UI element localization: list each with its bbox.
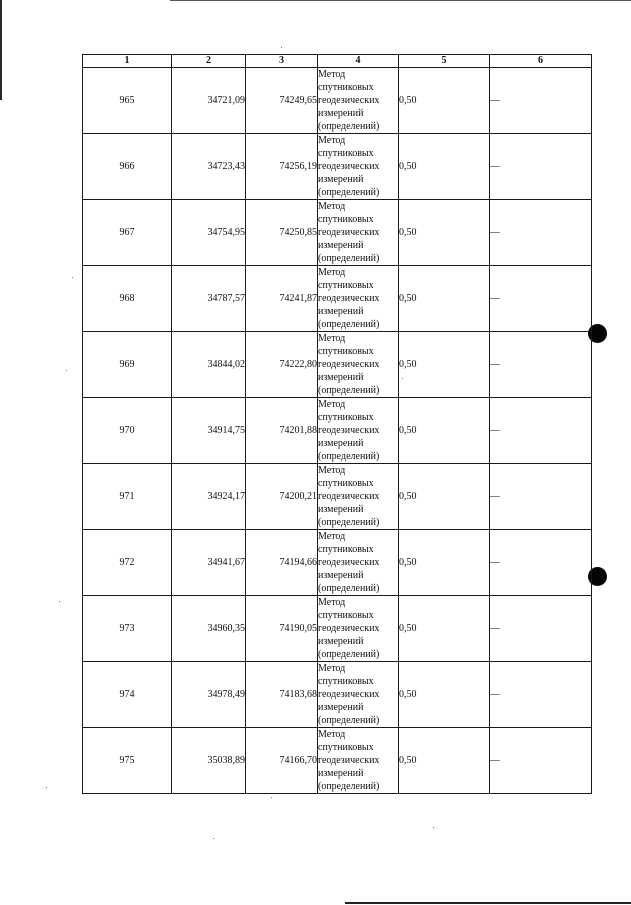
method-text-line: измерений	[318, 174, 364, 185]
method-text-line: геодезических	[318, 425, 380, 436]
table-row	[83, 134, 592, 200]
note-cell: —	[490, 134, 592, 200]
method-text-line: спутниковых	[318, 148, 374, 159]
x-coordinate-cell: 34723,43	[172, 134, 246, 200]
table-row	[83, 728, 592, 794]
table-row	[83, 464, 592, 530]
note-cell: —	[490, 398, 592, 464]
method-text-line: спутниковых	[318, 412, 374, 423]
method-text-line: измерений	[318, 570, 364, 581]
note-cell: —	[490, 332, 592, 398]
method-text-line: измерений	[318, 438, 364, 449]
coordinates-table	[82, 54, 592, 794]
x-coordinate-cell: 34844,02	[172, 332, 246, 398]
method-text-line: геодезических	[318, 359, 380, 370]
y-coordinate-cell: 74201,88	[246, 398, 318, 464]
scan-edge-top	[170, 0, 631, 1]
accuracy-cell: 0,50	[399, 728, 490, 794]
accuracy-cell: 0,50	[399, 530, 490, 596]
method-text-line: измерений	[318, 702, 364, 713]
method-cell	[318, 728, 399, 794]
point-number-cell: 968	[83, 266, 172, 332]
y-coordinate-cell: 74241,87	[246, 266, 318, 332]
scan-edge-left	[0, 0, 2, 100]
method-text-line: спутниковых	[318, 676, 374, 687]
accuracy-cell: 0,50	[399, 134, 490, 200]
point-number-cell: 970	[83, 398, 172, 464]
method-text-line: (определений)	[318, 187, 380, 198]
scan-speck	[72, 277, 73, 278]
table-row	[83, 662, 592, 728]
point-number-cell: 973	[83, 596, 172, 662]
x-coordinate-cell: 34754,95	[172, 200, 246, 266]
table-row	[83, 266, 592, 332]
header-cell-5: 5	[399, 55, 490, 68]
scan-speck	[281, 47, 282, 48]
method-text-line: (определений)	[318, 385, 380, 396]
method-text-line: Метод	[318, 663, 346, 674]
table-row	[83, 530, 592, 596]
table-row	[83, 332, 592, 398]
accuracy-cell: 0,50	[399, 398, 490, 464]
x-coordinate-cell: 34721,09	[172, 68, 246, 134]
y-coordinate-cell: 74183,68	[246, 662, 318, 728]
note-cell: —	[490, 662, 592, 728]
method-text-line: измерений	[318, 768, 364, 779]
x-coordinate-cell: 34960,35	[172, 596, 246, 662]
method-cell	[318, 662, 399, 728]
method-text-line: Метод	[318, 135, 346, 146]
header-row	[83, 55, 592, 68]
x-coordinate-cell: 34941,67	[172, 530, 246, 596]
accuracy-cell: 0,50	[399, 464, 490, 530]
y-coordinate-cell: 74256,19	[246, 134, 318, 200]
accuracy-cell: 0,50	[399, 68, 490, 134]
method-text-line: (определений)	[318, 451, 380, 462]
point-number-cell: 974	[83, 662, 172, 728]
method-text-line: (определений)	[318, 253, 380, 264]
point-number-cell: 975	[83, 728, 172, 794]
header-cell-1: 1	[83, 55, 172, 68]
note-cell: —	[490, 596, 592, 662]
method-cell	[318, 398, 399, 464]
method-text-line: спутниковых	[318, 82, 374, 93]
method-text-line: геодезических	[318, 95, 380, 106]
y-coordinate-cell: 74200,21	[246, 464, 318, 530]
method-text-line: спутниковых	[318, 214, 374, 225]
y-coordinate-cell: 74249,65	[246, 68, 318, 134]
method-text-line: Метод	[318, 201, 346, 212]
point-number-cell: 965	[83, 68, 172, 134]
method-text-line: Метод	[318, 267, 346, 278]
note-cell: —	[490, 530, 592, 596]
method-text-line: измерений	[318, 108, 364, 119]
table-row	[83, 200, 592, 266]
table-row	[83, 398, 592, 464]
method-text-line: геодезических	[318, 623, 380, 634]
note-cell: —	[490, 68, 592, 134]
method-text-line: Метод	[318, 69, 346, 80]
method-cell	[318, 200, 399, 266]
method-text-line: геодезических	[318, 161, 380, 172]
accuracy-cell: 0,50	[399, 662, 490, 728]
method-text-line: спутниковых	[318, 544, 374, 555]
method-text-line: геодезических	[318, 755, 380, 766]
point-number-cell: 972	[83, 530, 172, 596]
method-text-line: геодезических	[318, 689, 380, 700]
point-number-cell: 967	[83, 200, 172, 266]
scan-speck	[46, 787, 47, 788]
method-text-line: измерений	[318, 372, 364, 383]
point-number-cell: 969	[83, 332, 172, 398]
method-text-line: Метод	[318, 729, 346, 740]
method-text-line: геодезических	[318, 293, 380, 304]
method-text-line: Метод	[318, 399, 346, 410]
accuracy-cell: 0,50	[399, 596, 490, 662]
method-text-line: Метод	[318, 531, 346, 542]
method-text-line: Метод	[318, 465, 346, 476]
method-text-line: Метод	[318, 597, 346, 608]
scan-speck	[271, 797, 272, 798]
method-text-line: геодезических	[318, 491, 380, 502]
x-coordinate-cell: 34924,17	[172, 464, 246, 530]
x-coordinate-cell: 34978,49	[172, 662, 246, 728]
header-cell-4: 4	[318, 55, 399, 68]
method-text-line: спутниковых	[318, 478, 374, 489]
method-cell	[318, 464, 399, 530]
y-coordinate-cell: 74166,70	[246, 728, 318, 794]
accuracy-cell: 0,50	[399, 266, 490, 332]
method-text-line: измерений	[318, 240, 364, 251]
method-text-line: геодезических	[318, 557, 380, 568]
method-text-line: спутниковых	[318, 280, 374, 291]
method-text-line: (определений)	[318, 319, 380, 330]
accuracy-cell: 0,50	[399, 200, 490, 266]
method-cell	[318, 68, 399, 134]
method-text-line: (определений)	[318, 517, 380, 528]
method-text-line: Метод	[318, 333, 346, 344]
x-coordinate-cell: 35038,89	[172, 728, 246, 794]
header-cell-3: 3	[246, 55, 318, 68]
method-text-line: (определений)	[318, 583, 380, 594]
note-cell: —	[490, 728, 592, 794]
point-number-cell: 971	[83, 464, 172, 530]
scan-speck	[59, 601, 60, 602]
y-coordinate-cell: 74194,66	[246, 530, 318, 596]
method-cell	[318, 134, 399, 200]
method-text-line: измерений	[318, 306, 364, 317]
y-coordinate-cell: 74250,85	[246, 200, 318, 266]
table-row	[83, 596, 592, 662]
x-coordinate-cell: 34787,57	[172, 266, 246, 332]
scan-speck	[433, 827, 434, 828]
method-text-line: спутниковых	[318, 610, 374, 621]
method-cell	[318, 530, 399, 596]
method-text-line: (определений)	[318, 649, 380, 660]
method-text-line: спутниковых	[318, 346, 374, 357]
note-cell: —	[490, 200, 592, 266]
method-text-line: (определений)	[318, 781, 380, 792]
method-text-line: спутниковых	[318, 742, 374, 753]
note-cell: —	[490, 464, 592, 530]
y-coordinate-cell: 74190,05	[246, 596, 318, 662]
method-cell	[318, 266, 399, 332]
method-text-line: измерений	[318, 636, 364, 647]
method-cell	[318, 596, 399, 662]
method-cell	[318, 332, 399, 398]
scan-speck	[66, 370, 67, 371]
method-text-line: измерений	[318, 504, 364, 515]
point-number-cell: 966	[83, 134, 172, 200]
scan-edge-bottom	[345, 902, 631, 904]
accuracy-cell: 0,50	[399, 332, 490, 398]
method-text-line: (определений)	[318, 121, 380, 132]
method-text-line: (определений)	[318, 715, 380, 726]
y-coordinate-cell: 74222,80	[246, 332, 318, 398]
header-cell-6: 6	[490, 55, 592, 68]
table-row	[83, 68, 592, 134]
header-cell-2: 2	[172, 55, 246, 68]
scan-speck	[213, 838, 214, 839]
note-cell: —	[490, 266, 592, 332]
table-body	[83, 68, 592, 794]
method-text-line: геодезических	[318, 227, 380, 238]
x-coordinate-cell: 34914,75	[172, 398, 246, 464]
